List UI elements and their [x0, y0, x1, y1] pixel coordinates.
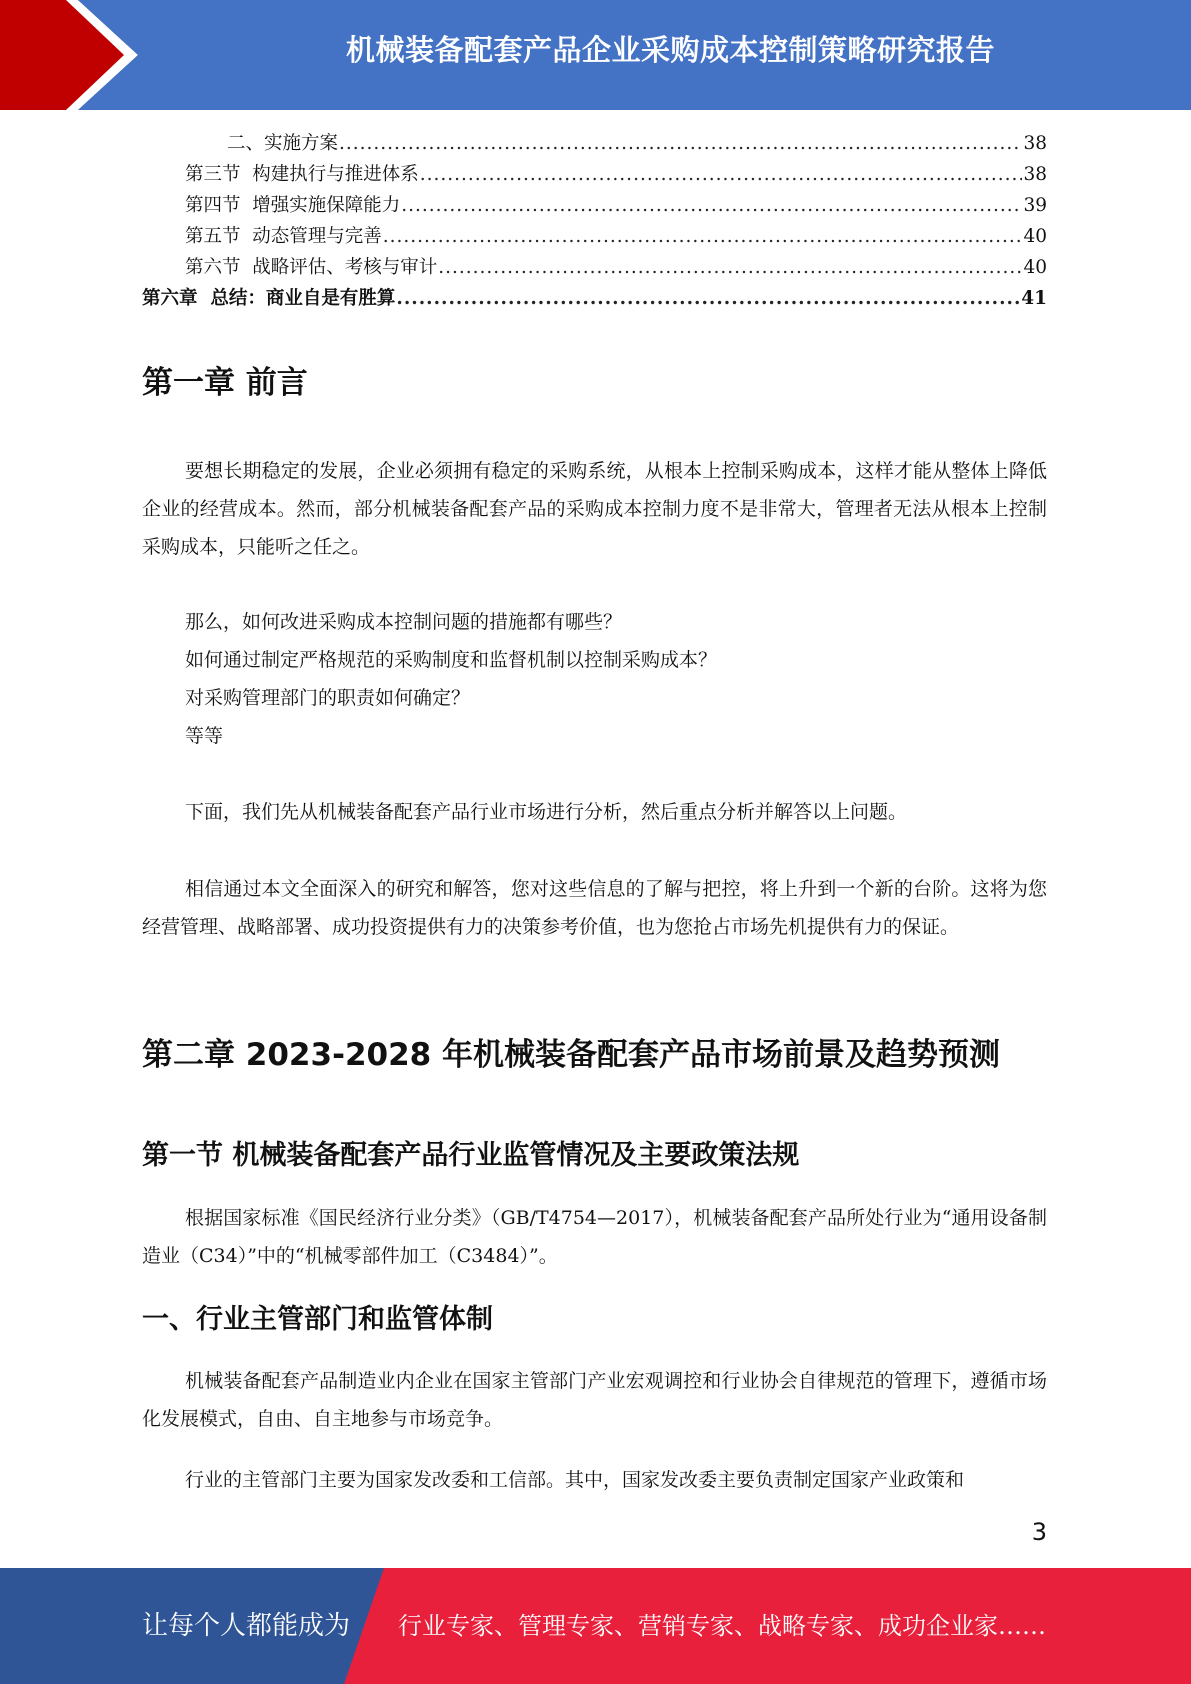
question-line: 如何通过制定严格规范的采购制度和监督机制以控制采购成本？: [185, 649, 718, 671]
chapter-1-heading: 第一章 前言: [142, 365, 308, 401]
question-line: 等等: [185, 725, 224, 747]
footer-slogan-left: 让每个人都能成为: [142, 1611, 351, 1641]
toc-entry[interactable]: [142, 221, 1047, 252]
toc-entry[interactable]: [142, 190, 1047, 221]
toc-entry-page: 39: [1023, 195, 1047, 216]
toc-leader-dots: [383, 221, 1023, 252]
subsection-1-paragraph-2: 行业的主管部门主要为国家发改委和工信部。其中，国家发改委主要负责制定国家产业政策和: [185, 1469, 965, 1491]
toc-leader-dots: [401, 190, 1022, 221]
toc-entry-page: 38: [1023, 164, 1047, 185]
toc-entry-label: 第四节 增强实施保障能力: [185, 195, 401, 216]
page-footer: [0, 1568, 1191, 1684]
toc-entry[interactable]: [142, 283, 1047, 314]
toc-leader-dots: [420, 159, 1023, 190]
toc-leader-dots: [339, 128, 1022, 159]
section-1-paragraph: 根据国家标准《国民经济行业分类》（GB/T4754—2017），机械装备配套产品所处行业为“通用设备制造业（C34）”中的“机械零部件加工（C3484）”。: [142, 1207, 1047, 1267]
toc-entry-label: 二、实施方案: [227, 133, 339, 154]
chapter-2-heading: 第二章 2023-2028 年机械装备配套产品市场前景及趋势预测: [142, 1037, 1001, 1073]
toc-entry[interactable]: [142, 159, 1047, 190]
chapter-1-paragraph-1: 要想长期稳定的发展，企业必须拥有稳定的采购系统，从根本上控制采购成本，这样才能从整体上降低企业的经营成本。然而，部分机械装备配套产品的采购成本控制力度不是非常大，管理者无法从根本上控制采购成本，只能听之任之。: [142, 460, 1047, 558]
page-header: [0, 0, 1191, 110]
chapter-1-paragraph-3: 相信通过本文全面深入的研究和解答，您对这些信息的了解与把控，将上升到一个新的台阶。这将为您经营管理、战略部署、成功投资提供有力的决策参考价值，也为您抢占市场先机提供有力的保证。: [142, 878, 1047, 938]
toc-entry-page: 40: [1023, 226, 1047, 247]
toc-entry[interactable]: [142, 252, 1047, 283]
question-line: 对采购管理部门的职责如何确定？: [185, 687, 471, 709]
section-1-heading: 第一节 机械装备配套产品行业监管情况及主要政策法规: [142, 1140, 800, 1171]
toc-leader-dots: [396, 283, 1020, 314]
table-of-contents: [142, 128, 1047, 314]
toc-entry-page: 41: [1021, 288, 1047, 309]
question-line: 那么，如何改进采购成本控制问题的措施都有哪些？: [185, 611, 623, 633]
chapter-1-paragraph-2: 下面，我们先从机械装备配套产品行业市场进行分析，然后重点分析并解答以上问题。: [185, 801, 908, 823]
toc-entry[interactable]: [142, 128, 1047, 159]
header-arrow-decoration: [0, 0, 150, 110]
toc-entry-label: 第六章 总结：商业自是有胜算: [142, 288, 396, 309]
page-number: 3: [1031, 1518, 1047, 1546]
toc-entry-label: 第五节 动态管理与完善: [185, 226, 382, 247]
subsection-1-heading: 一、行业主管部门和监管体制: [142, 1304, 493, 1335]
toc-entry-label: 第六节 战略评估、考核与审计: [185, 257, 438, 278]
footer-slogan-right: 行业专家、管理专家、营销专家、战略专家、成功企业家……: [398, 1612, 1046, 1640]
toc-entry-page: 38: [1023, 133, 1047, 154]
subsection-1-paragraph-1: 机械装备配套产品制造业内企业在国家主管部门产业宏观调控和行业协会自律规范的管理下，遵循市场化发展模式，自由、自主地参与市场竞争。: [142, 1370, 1047, 1430]
toc-leader-dots: [438, 252, 1022, 283]
header-title: 机械装备配套产品企业采购成本控制策略研究报告: [345, 33, 995, 67]
toc-entry-label: 第三节 构建执行与推进体系: [185, 164, 419, 185]
toc-entry-page: 40: [1023, 257, 1047, 278]
